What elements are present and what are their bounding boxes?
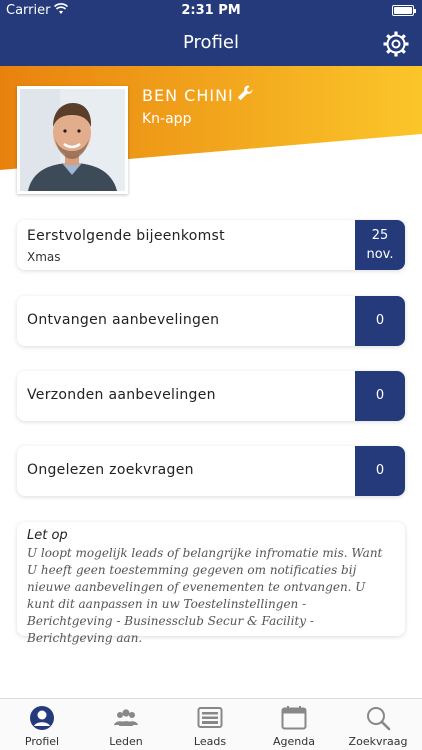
tab-label: Leads: [193, 735, 227, 748]
count-value: 0: [375, 388, 385, 403]
inbox-icon: [197, 705, 223, 731]
profile-photo: [20, 89, 125, 191]
gear-icon[interactable]: [382, 30, 410, 58]
date-badge: [355, 220, 405, 270]
unread-queries-card[interactable]: [17, 446, 405, 496]
wrench-icon[interactable]: [236, 84, 254, 102]
tab-label: Leden: [109, 735, 143, 748]
tab-label: Profiel: [24, 735, 60, 748]
profile-name: BEN CHINI: [142, 86, 234, 105]
notice-body: U loopt mogelijk leads of belangrijke infromatie mis. Want U heeft geen toestemming gegeven om notificaties bij nieuwe aanbevelingen of evenementen te ontvangen. U kunt dit aanpassen in uw Toestelinstellingen - Berichtgeving - Businessclub Secur & Facility - Berichtgeving aan.: [27, 546, 383, 645]
navigation-bar: [0, 0, 422, 66]
count-badge: [355, 446, 405, 496]
card-label: Verzonden aanbevelingen: [27, 387, 216, 403]
profile-icon: [29, 705, 55, 731]
notification-notice: [17, 522, 405, 645]
meeting-name: Xmas: [27, 250, 61, 264]
carrier-label: Carrier: [6, 3, 51, 18]
sent-recommendations-card[interactable]: [17, 371, 405, 421]
battery-icon: [392, 5, 414, 16]
next-meeting-card[interactable]: [17, 220, 405, 270]
search-icon: [365, 705, 391, 731]
tab-leden[interactable]: [84, 699, 168, 750]
count-badge: [355, 371, 405, 421]
tab-agenda[interactable]: [252, 699, 336, 750]
tab-leads[interactable]: [168, 699, 252, 750]
card-label: Ongelezen zoekvragen: [27, 462, 194, 478]
card-label: Eerstvolgende bijeenkomst: [27, 228, 225, 244]
tab-label: Agenda: [273, 735, 315, 748]
tab-profiel[interactable]: [0, 699, 84, 750]
members-icon: [113, 705, 139, 731]
tab-label: Zoekvraag: [348, 735, 408, 748]
card-label: Ontvangen aanbevelingen: [27, 312, 220, 328]
date-day: 25: [371, 228, 389, 243]
profile-subtitle: Kn-app: [142, 111, 192, 127]
count-badge: [355, 296, 405, 346]
status-bar: [0, 0, 422, 22]
calendar-icon: [281, 705, 307, 731]
tab-bar: [0, 698, 422, 750]
count-value: 0: [375, 463, 385, 478]
page-title: Profiel: [183, 32, 239, 53]
clock: 2:31 PM: [181, 3, 241, 18]
tab-zoekvraag[interactable]: [336, 699, 420, 750]
received-recommendations-card[interactable]: [17, 296, 405, 346]
avatar[interactable]: [17, 86, 128, 194]
count-value: 0: [375, 313, 385, 328]
date-month: nov.: [366, 247, 394, 262]
notice-title: Let op: [27, 528, 68, 543]
